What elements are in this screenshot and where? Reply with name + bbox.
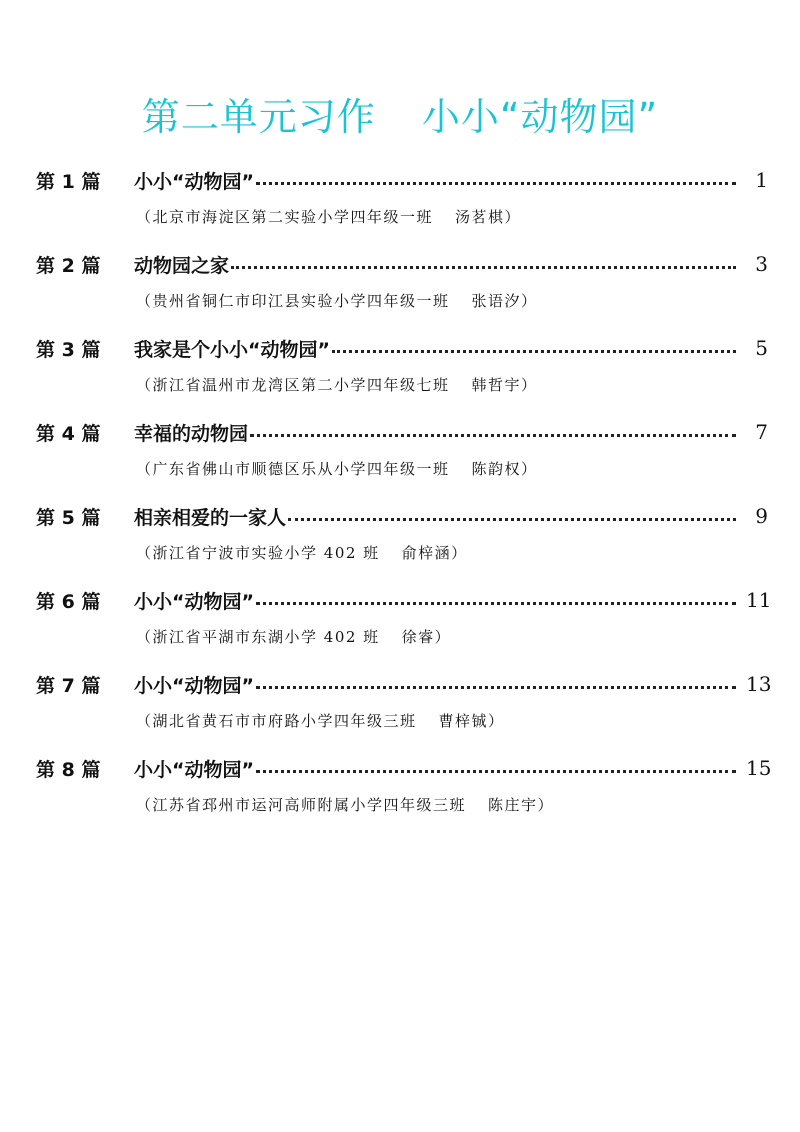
entry-page-number: 1 [755, 168, 768, 192]
toc-entry [36, 160, 768, 244]
author-school: （贵州省铜仁市印江县实验小学四年级一班 [136, 292, 450, 310]
toc-entry [36, 496, 768, 580]
page-title [0, 86, 800, 141]
toc-entry [36, 412, 768, 496]
dot-leader [231, 264, 736, 269]
toc-entry-row[interactable] [36, 664, 772, 704]
entry-number: 第 4 篇 [36, 422, 101, 445]
dot-leader [256, 684, 736, 689]
toc-entry-row[interactable] [36, 748, 772, 788]
author-school: （浙江省宁波市实验小学 402 班 [136, 544, 380, 562]
entry-page-number: 13 [746, 672, 772, 696]
author-name: 徐睿） [401, 628, 452, 646]
author-name: 汤茗棋） [455, 208, 522, 226]
title-part-1: 第二单元习作 [141, 95, 376, 139]
entry-title: 幸福的动物园 [134, 422, 249, 445]
entry-page-number: 11 [746, 588, 772, 612]
entry-title: 动物园之家 [134, 254, 230, 277]
toc-entry-row[interactable] [36, 160, 768, 200]
entry-title: 小小“动物园” [134, 170, 254, 193]
entry-title: 我家是个小小“动物园” [134, 338, 330, 361]
dot-leader [332, 348, 736, 353]
toc-entry-row[interactable] [36, 412, 768, 452]
toc-entry-row[interactable] [36, 328, 768, 368]
entry-author [136, 620, 768, 654]
toc-entry [36, 580, 772, 664]
author-name: 俞梓涵） [401, 544, 468, 562]
toc-entry [36, 664, 772, 748]
title-part-2: 小小“动物园” [421, 95, 659, 139]
toc-entry [36, 244, 768, 328]
entry-author [136, 368, 768, 402]
entry-title: 相亲相爱的一家人 [134, 506, 287, 529]
entry-author [136, 788, 768, 822]
entry-page-number: 9 [755, 504, 768, 528]
dot-leader [256, 180, 736, 185]
dot-leader [256, 600, 736, 605]
entry-author [136, 704, 768, 738]
dot-leader [256, 768, 736, 773]
toc-entry [36, 328, 768, 412]
author-school: （江苏省邳州市运河高师附属小学四年级三班 [136, 796, 467, 814]
entry-number: 第 7 篇 [36, 674, 101, 697]
toc-entry [36, 748, 772, 832]
entry-title: 小小“动物园” [134, 758, 254, 781]
author-name: 陈韵权） [471, 460, 538, 478]
toc-entry-row[interactable] [36, 496, 768, 536]
author-name: 张语汐） [471, 292, 538, 310]
toc-entry-row[interactable] [36, 580, 772, 620]
dot-leader [288, 516, 736, 521]
toc-entry-row[interactable] [36, 244, 768, 284]
entry-author [136, 284, 768, 318]
entry-number: 第 1 篇 [36, 170, 101, 193]
author-name: 韩哲宇） [471, 376, 538, 394]
entry-title: 小小“动物园” [134, 590, 254, 613]
entry-number: 第 2 篇 [36, 254, 101, 277]
entry-author [136, 536, 768, 570]
entry-page-number: 15 [746, 756, 772, 780]
entry-title: 小小“动物园” [134, 674, 254, 697]
entry-page-number: 7 [755, 420, 768, 444]
author-school: （浙江省温州市龙湾区第二小学四年级七班 [136, 376, 450, 394]
author-name: 陈庄宇） [488, 796, 555, 814]
entry-number: 第 3 篇 [36, 338, 101, 361]
entry-page-number: 3 [755, 252, 768, 276]
entry-author [136, 200, 768, 234]
author-school: （广东省佛山市顺德区乐从小学四年级一班 [136, 460, 450, 478]
author-school: （浙江省平湖市东湖小学 402 班 [136, 628, 380, 646]
entry-author [136, 452, 768, 486]
entry-number: 第 6 篇 [36, 590, 101, 613]
entry-page-number: 5 [755, 336, 768, 360]
entry-number: 第 5 篇 [36, 506, 101, 529]
table-of-contents [36, 160, 772, 832]
author-school: （北京市海淀区第二实验小学四年级一班 [136, 208, 434, 226]
author-school: （湖北省黄石市市府路小学四年级三班 [136, 712, 417, 730]
author-name: 曹梓铖） [438, 712, 505, 730]
dot-leader [250, 432, 736, 437]
entry-number: 第 8 篇 [36, 758, 101, 781]
